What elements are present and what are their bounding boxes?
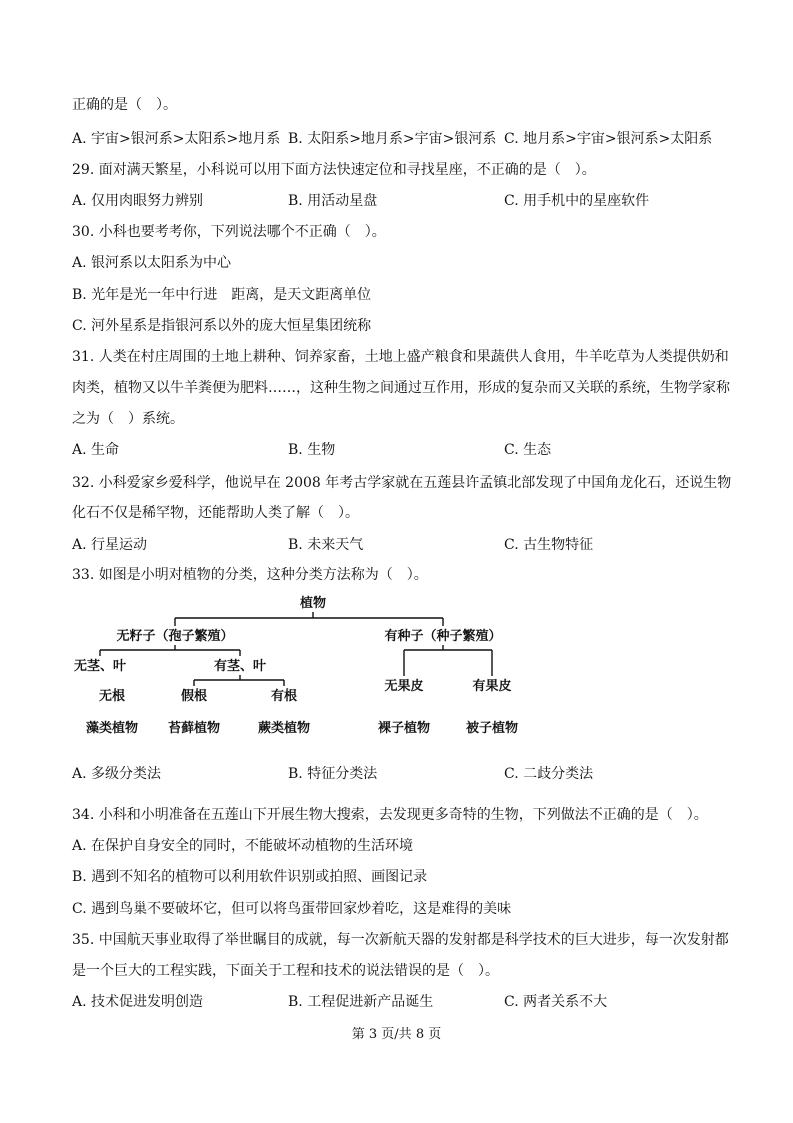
q29-option-a: A. 仅用肉眼努力辨别 [72,193,204,209]
tree-leaf-ferns: 蕨类植物 [257,721,311,736]
q34-option-b: B. 遇到不知名的植物可以利用软件识别或拍照、画图记录 [72,869,428,885]
q34-option-a: A. 在保护自身安全的同时，不能破坏动植物的生活环境 [72,838,414,854]
q31-stem-line-2: 肉类，植物又以牛羊粪便为肥料……，这种生物之间通过互作用，形成的复杂而又关联的系统，生物学家称 [72,380,730,396]
q30-option-a: A. 银河系以太阳系为中心 [72,255,232,271]
q28-option-a: A. 宇宙>银河系>太阳系>地月系 [72,131,281,147]
q32-stem-line-1: 32. 小科爱家乡爱科学，他说早在 2008 年考古学家就在五莲县许孟镇北部发现了中国角龙化石，还说生物 [72,475,732,491]
q33-option-c: C. 二歧分类法 [504,766,594,782]
q32-option-c: C. 古生物特征 [504,537,594,553]
q29-option-b: B. 用活动星盘 [288,193,378,209]
q33-stem: 33. 如图是小明对植物的分类，这种分类方法称为（ ）。 [72,567,428,583]
tree-has-stem-leaf: 有茎、叶 [213,659,267,674]
tree-no-stem-leaf: 无茎、叶 [73,659,127,674]
tree-leaf-bryophytes: 苔藓植物 [167,721,221,736]
q29-option-c: C. 用手机中的星座软件 [504,193,650,209]
tree-right-branch: 有种子（种子繁殖） [384,629,502,644]
q28-option-b: B. 太阳系>地月系>宇宙>银河系 [288,131,497,147]
q34-stem: 34. 小科和小明准备在五莲山下开展生物大搜索，去发现更多奇特的生物，下列做法不正确的是（ ）。 [72,807,708,823]
tree-leaf-algae: 藻类植物 [85,721,139,736]
q33-option-a: A. 多级分类法 [72,766,162,782]
q31-stem-line-1: 31. 人类在村庄周围的土地上耕种、饲养家畜，土地上盛产粮食和果蔬供人食用，牛羊吃草为人类提供奶和 [72,349,729,365]
q32-option-a: A. 行星运动 [72,537,148,553]
tree-root: 植物 [299,596,327,611]
q28-option-c: C. 地月系>宇宙>银河系>太阳系 [504,131,713,147]
q35-option-c: C. 两者关系不大 [504,994,608,1010]
plant-classification-diagram [72,592,542,744]
tree-no-pericarp: 无果皮 [384,679,424,694]
q31-option-c: C. 生态 [504,442,552,458]
q33-option-b: B. 特征分类法 [288,766,378,782]
q30-option-c: C. 河外星系是指银河系以外的庞大恒星集团统称 [72,318,372,334]
q30-option-b: B. 光年是光一年中行进 距离，是天文距离单位 [72,287,372,303]
tree-no-root: 无根 [98,689,126,704]
tree-leaf-gymnosperms: 裸子植物 [377,721,431,736]
tree-leaf-angiosperms: 被子植物 [465,721,519,736]
tree-left-branch: 无籽子（孢子繁殖） [116,629,234,644]
q31-stem-line-3: 之为（ ）系统。 [72,411,184,427]
q28-stem-tail: 正确的是（ ）。 [72,97,177,113]
q35-stem-line-2: 是一个巨大的工程实践，下面关于工程和技术的说法错误的是（ ）。 [72,963,499,979]
q29-stem: 29. 面对满天繁星，小科说可以用下面方法快速定位和寻找星座，不正确的是（ ）。 [72,162,596,178]
q35-option-a: A. 技术促进发明创造 [72,994,204,1010]
q30-stem: 30. 小科也要考考你，下列说法哪个不正确（ ）。 [72,224,386,240]
q31-option-a: A. 生命 [72,442,120,458]
tree-false-root: 假根 [180,689,208,704]
q32-stem-line-2: 化石不仅是稀罕物，还能帮助人类了解（ ）。 [72,505,359,521]
tree-has-pericarp: 有果皮 [472,679,512,694]
q35-stem-line-1: 35. 中国航天事业取得了举世瞩目的成就，每一次新航天器的发射都是科学技术的巨大进步，每一次发射都 [72,932,729,948]
q32-option-b: B. 未来天气 [288,537,364,553]
page-footer: 第 3 页/共 8 页 [351,1027,442,1042]
tree-true-root: 有根 [270,689,298,704]
q35-option-b: B. 工程促进新产品诞生 [288,994,434,1010]
q31-option-b: B. 生物 [288,442,336,458]
q34-option-c: C. 遇到鸟巢不要破坏它，但可以将鸟蛋带回家炒着吃，这是难得的美味 [72,901,512,917]
